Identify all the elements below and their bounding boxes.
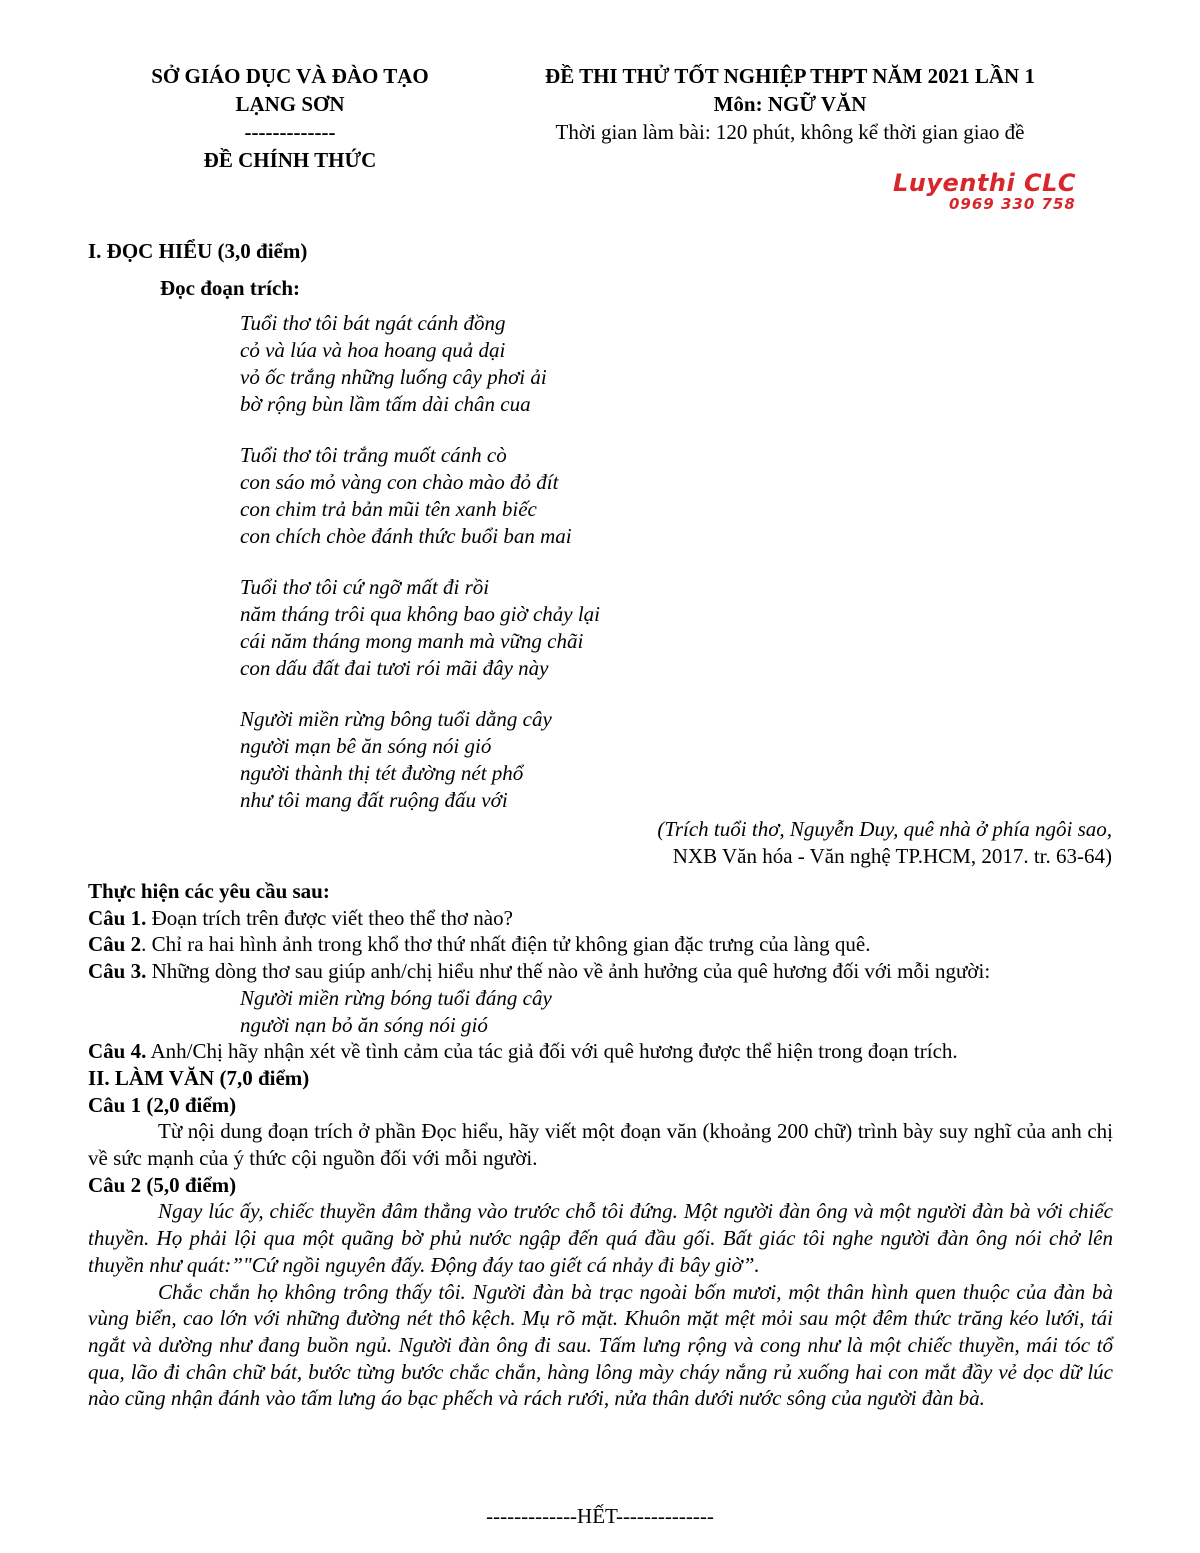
- poem-line: vỏ ốc trắng những luống cây phơi ải: [240, 365, 547, 389]
- brand-phone: 0969 330 758: [949, 195, 1076, 213]
- poem-line: Tuổi thơ tôi cứ ngỡ mất đi rồi: [240, 575, 490, 599]
- poem-line: người mạn bê ăn sóng nói gió: [240, 734, 492, 758]
- exam-time: Thời gian làm bài: 120 phút, không kể thời gian giao đề: [555, 120, 1025, 144]
- essay-q1-title: Câu 1 (2,0 điểm): [88, 1092, 237, 1117]
- poem-line: con chim trả bản mũi tên xanh biếc: [240, 497, 537, 521]
- poem-stanza-1: [240, 310, 600, 418]
- end-marker: -------------HẾT--------------: [486, 1504, 714, 1528]
- citation-line-1: (Trích tuổi thơ, Nguyễn Duy, quê nhà ở phía ngôi sao,: [657, 817, 1112, 841]
- poem-line: Tuổi thơ tôi bát ngát cánh đồng: [240, 311, 506, 335]
- department-name: SỞ GIÁO DỤC VÀ ĐÀO TẠO: [151, 64, 429, 88]
- brand-name: Luyenthi CLC: [893, 169, 1077, 197]
- question-text: Những dòng thơ sau giúp anh/chị hiểu như thế nào về ảnh hưởng của quê hương đối với mỗi người:: [146, 959, 991, 984]
- question-text: . Chỉ ra hai hình ảnh trong khổ thơ thứ nhất điện tử không gian đặc trưng của làng quê.: [141, 932, 871, 957]
- citation-line-2: NXB Văn hóa - Văn nghệ TP.HCM, 2017. tr. 63-64): [672, 844, 1112, 868]
- poem-line: con dấu đất đai tươi rói mãi đây này: [240, 656, 549, 680]
- question-3-quote-line: Người miền rừng bóng tuổi đáng cây: [240, 985, 552, 1010]
- question-3: [88, 958, 1113, 985]
- essay-q2-title: Câu 2 (5,0 điểm): [88, 1172, 237, 1197]
- poem-line: người thành thị tét đường nét phổ: [240, 761, 524, 785]
- poem-line: cái năm tháng mong manh mà vững chãi: [240, 629, 584, 653]
- question-label: Câu 4.: [88, 1039, 147, 1064]
- brand-logo: [893, 170, 1123, 212]
- question-label: Câu 3.: [88, 959, 147, 984]
- header-left: [100, 62, 480, 174]
- requirements-title: Thực hiện các yêu cầu sau:: [88, 879, 330, 903]
- question-3-quote-line: người nạn bỏ ăn sóng nói gió: [240, 1012, 488, 1037]
- exam-subject: Môn: NGỮ VĂN: [713, 92, 867, 116]
- poem-line: con sáo mỏ vàng con chào mào đỏ đít: [240, 470, 559, 494]
- poem-line: năm tháng trôi qua không bao giờ chảy lại: [240, 602, 601, 626]
- poem-stanza-4: [240, 706, 600, 814]
- official-label: ĐỀ CHÍNH THỨC: [203, 148, 377, 172]
- exam-body: [88, 878, 1113, 1412]
- header-divider: -------------: [244, 120, 336, 144]
- poem-stanza-2: [240, 442, 600, 550]
- question-text: Đoạn trích trên được viết theo thể thơ nào?: [146, 905, 513, 930]
- question-label: Câu 2: [88, 932, 142, 957]
- poem-line: cỏ và lúa và hoa hoang quả dại: [240, 338, 506, 362]
- poem-line: con chích chòe đánh thức buổi ban mai: [240, 524, 572, 548]
- question-label: Câu 1.: [88, 905, 147, 930]
- section-1-title: I. ĐỌC HIỂU (3,0 điểm): [88, 239, 308, 263]
- poem-line: Tuổi thơ tôi trắng muốt cánh cò: [240, 443, 507, 467]
- essay-q2-paragraph-1: Ngay lúc ấy, chiếc thuyền đâm thẳng vào trước chỗ tôi đứng. Một người đàn ông và một người đàn bà với chiếc thuyền. Họ phải lội qua một quãng bờ phủ nước ngập đến quá đầu gối. Bất giác tôi nghe người đàn ông nói chở lên thuyền như quát:”"Cứ ngồi nguyên đấy. Động đáy tao giết cá nhảy đi bây giờ”.: [88, 1199, 1113, 1277]
- essay-q1-text: Từ nội dung đoạn trích ở phần Đọc hiểu, hãy viết một đoạn văn (khoảng 200 chữ) trình bày suy nghĩ của anh chị về sức mạnh của ý thức cội nguồn đối với mỗi người.: [88, 1119, 1113, 1171]
- question-1: [88, 905, 1113, 932]
- poem-line: bờ rộng bùn lầm tấm dài chân cua: [240, 392, 531, 416]
- province-name: LẠNG SƠN: [235, 92, 345, 116]
- poem-citation: [657, 816, 1112, 870]
- header-right: [490, 62, 1090, 146]
- poem-line: như tôi mang đất ruộng đấu với: [240, 788, 508, 812]
- essay-q2-paragraph-2: Chắc chắn họ không trông thấy tôi. Người đàn bà trạc ngoài bốn mươi, một thân hình quen thuộc của đàn bà vùng biển, cao lớn với những đường nét thô kệch. Mụ rõ mặt. Khuôn mặt mệt mỏi sau một đêm thức trăng kéo lưới, tái ngắt và dường như đang buồn ngủ. Người đàn ông đi sau. Tấm lưng rộng và cong như là một chiếc thuyền, mái tóc tổ qua, lão đi chân chữ bát, bước từng bước chắc chắn, hàng lông mày cháy nắng rủ xuống hai con mắt đầy vẻ dọc dữ lúc nào cũng nhận đánh vào tấm lưng áo bạc phếch và rách rưới, nửa thân dưới nước sông của người đàn bà.: [88, 1279, 1113, 1411]
- question-text: Anh/Chị hãy nhận xét về tình cảm của tác giả đối với quê hương được thể hiện trong đoạn trích.: [146, 1039, 958, 1064]
- exam-title: ĐỀ THI THỬ TỐT NGHIỆP THPT NĂM 2021 LẦN 1: [545, 64, 1035, 88]
- reading-intro: Đọc đoạn trích:: [160, 276, 300, 300]
- question-2: [88, 931, 1113, 958]
- question-4: [88, 1038, 1113, 1065]
- poem-line: Người miền rừng bông tuổi dằng cây: [240, 707, 552, 731]
- section-2-title: II. LÀM VĂN (7,0 điểm): [88, 1065, 310, 1090]
- poem: [240, 310, 600, 838]
- poem-stanza-3: [240, 574, 600, 682]
